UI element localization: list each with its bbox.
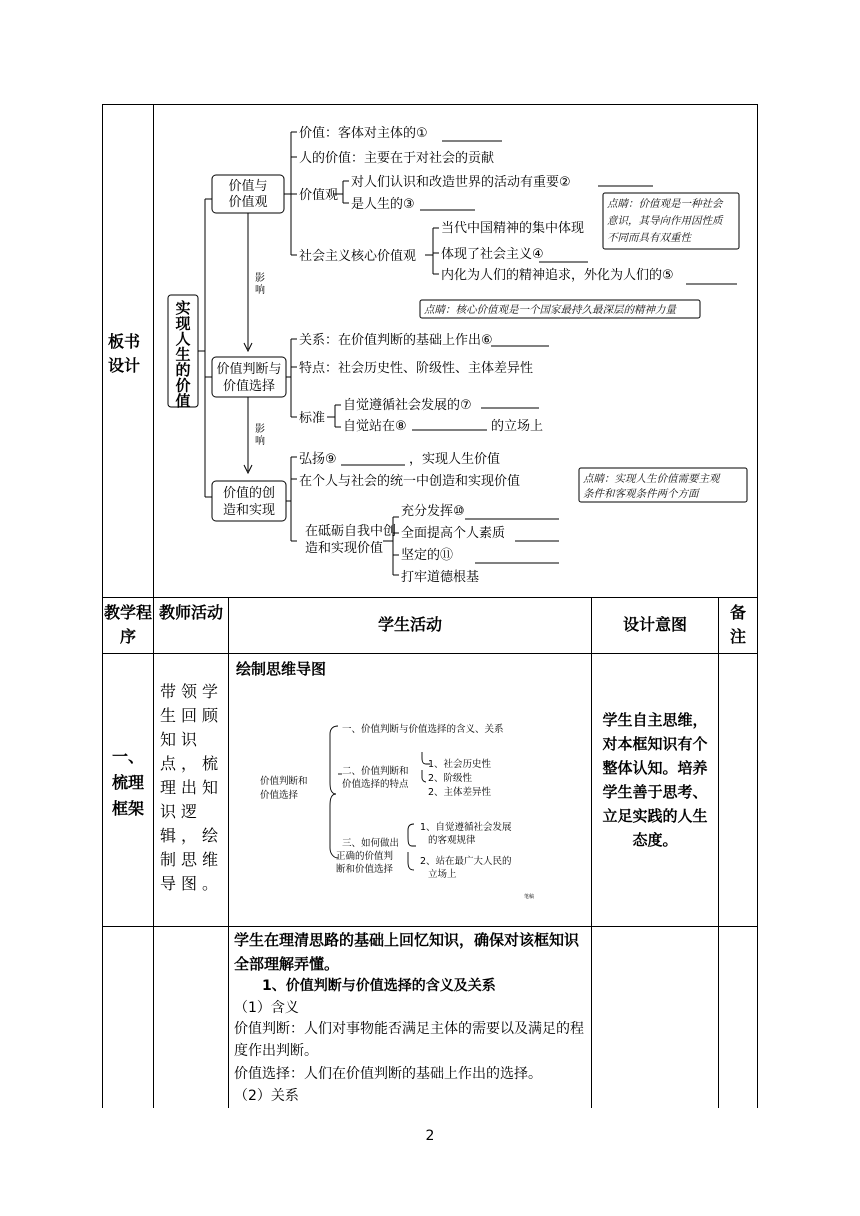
svg-text:人的价值：主要在于对社会的贡献: 人的价值：主要在于对社会的贡献	[299, 151, 495, 166]
svg-text:1、自觉遵循社会发展: 1、自觉遵循社会发展	[420, 822, 512, 833]
svg-text:1、社会历史性: 1、社会历史性	[428, 759, 492, 770]
svg-text:笔稿: 笔稿	[524, 894, 535, 900]
header-teacher: 教师活动	[158, 603, 223, 622]
svg-text:影: 影	[255, 424, 265, 435]
svg-text:人: 人	[175, 330, 191, 348]
svg-text:关系：在价值判断的基础上作出⑥: 关系：在价值判断的基础上作出⑥	[299, 333, 493, 348]
svg-text:价值的创: 价值的创	[222, 486, 276, 501]
svg-text:体现了社会主义④: 体现了社会主义④	[441, 247, 544, 262]
table-row-line	[102, 597, 758, 598]
header-notes: 备注	[729, 603, 746, 646]
row1-mindmap	[256, 712, 586, 912]
table-col-line	[153, 597, 154, 1108]
svg-text:价值选择的特点: 价值选择的特点	[342, 779, 409, 790]
header-intent: 设计意图	[622, 615, 687, 634]
row2-heading: 1、价值判断与价值选择的含义及关系	[262, 978, 496, 994]
svg-text:点睛：价值观是一种社会: 点睛：价值观是一种社会	[607, 198, 723, 210]
table-col-line	[591, 597, 592, 1108]
row1-teacher: 带领学生回顾知识点，梳理出知识逻辑，绘制思维导图。	[160, 682, 224, 893]
svg-text:坚定的⑪: 坚定的⑪	[401, 548, 454, 563]
svg-text:不同而具有双重性: 不同而具有双重性	[607, 232, 691, 244]
row1-title: 绘制思维导图	[236, 660, 327, 678]
table-col-line	[228, 597, 229, 1108]
svg-text:在个人与社会的统一中创造和实现价值: 在个人与社会的统一中创造和实现价值	[299, 474, 521, 489]
svg-text:造和实现: 造和实现	[222, 503, 276, 518]
svg-text:充分发挥⑩: 充分发挥⑩	[401, 504, 465, 519]
table-row-line	[102, 926, 758, 927]
board-mindmap	[155, 105, 755, 595]
svg-text:响: 响	[255, 436, 265, 447]
b1-value: 价值：客体对主体的①	[299, 126, 428, 141]
table-col-line	[718, 597, 719, 1108]
svg-text:价值选择: 价值选择	[260, 790, 299, 801]
svg-text:值: 值	[175, 392, 191, 410]
svg-text:的客观规律: 的客观规律	[428, 835, 476, 846]
svg-text:特点：社会历史性、阶级性、主体差异性: 特点：社会历史性、阶级性、主体差异性	[299, 361, 534, 376]
svg-text:价值选择: 价值选择	[222, 379, 276, 394]
svg-text:响: 响	[255, 285, 265, 296]
svg-text:内化为人们的精神追求，外化为人们的⑤: 内化为人们的精神追求，外化为人们的⑤	[441, 268, 674, 283]
svg-text:一、价值判断与价值选择的含义、关系: 一、价值判断与价值选择的含义、关系	[342, 724, 504, 735]
svg-text:自觉站在⑧: 自觉站在⑧	[343, 419, 407, 434]
svg-text:自觉遵循社会发展的⑦: 自觉遵循社会发展的⑦	[343, 398, 472, 413]
svg-text:影: 影	[255, 273, 265, 284]
svg-text:实: 实	[175, 299, 191, 317]
svg-text:当代中国精神的集中体现: 当代中国精神的集中体现	[441, 221, 585, 236]
svg-text:全面提高个人素质: 全面提高个人素质	[401, 526, 506, 541]
svg-text:在砥砺自我中创: 在砥砺自我中创	[305, 524, 397, 539]
board-label: 板书设计	[108, 332, 141, 375]
svg-text:价值判断与: 价值判断与	[216, 362, 282, 377]
svg-text:价值与: 价值与	[228, 179, 268, 194]
page-number: 2	[425, 1128, 435, 1144]
svg-text:标准: 标准	[299, 411, 326, 426]
svg-text:，实现人生价值: ，实现人生价值	[409, 452, 501, 467]
svg-text:的立场上: 的立场上	[491, 419, 544, 434]
svg-text:弘扬⑨: 弘扬⑨	[299, 452, 337, 467]
svg-text:2、主体差异性: 2、主体差异性	[428, 787, 492, 798]
svg-text:造和实现价值: 造和实现价值	[305, 541, 384, 556]
svg-text:生: 生	[175, 345, 191, 364]
svg-text:三、如何做出: 三、如何做出	[342, 838, 400, 849]
svg-text:对人们认识和改造世界的活动有重要②: 对人们认识和改造世界的活动有重要②	[351, 175, 571, 190]
svg-text:价值观: 价值观	[228, 195, 268, 210]
svg-text:点睛：核心价值观是一个国家最持久最深层的精神力量: 点睛：核心价值观是一个国家最持久最深层的精神力量	[424, 304, 676, 316]
row2-def1: 价值判断：人们对事物能否满足主体的需要以及满足的程度作出判断。	[234, 1021, 584, 1059]
header-step: 教学程序	[104, 603, 153, 646]
svg-text:断和价值选择: 断和价值选择	[336, 864, 394, 875]
root-label	[174, 299, 190, 410]
svg-text:是人生的③: 是人生的③	[351, 197, 415, 212]
table-border-left	[102, 104, 103, 1108]
svg-text:社会主义核心价值观: 社会主义核心价值观	[299, 249, 417, 264]
svg-text:意识，其导向作用因性质: 意识，其导向作用因性质	[607, 215, 723, 227]
svg-text:的: 的	[175, 361, 191, 379]
svg-text:二、价值判断和: 二、价值判断和	[342, 766, 409, 777]
table-border-right	[757, 104, 758, 1108]
svg-text:2、站在最广大人民的: 2、站在最广大人民的	[420, 856, 512, 867]
row2-sub2: （2）关系	[234, 1088, 299, 1104]
svg-text:现: 现	[175, 314, 191, 333]
svg-text:正确的价值判: 正确的价值判	[336, 851, 394, 862]
table-divider-board	[153, 104, 154, 597]
svg-text:价: 价	[175, 376, 191, 395]
row2-intro: 学生在理清思路的基础上回忆知识，确保对该框知识全部理解弄懂。	[234, 931, 580, 973]
svg-text:点睛：实现人生价值需要主观: 点睛：实现人生价值需要主观	[583, 473, 720, 485]
row1-intent: 学生自主思维，对本框知识有个整体认知。培养学生善于思考、立足实践的人生态度。	[602, 711, 708, 849]
header-student: 学生活动	[377, 615, 442, 634]
row2-sub1: （1）含义	[234, 1000, 299, 1016]
row1-step: 一、梳理框架	[111, 747, 144, 818]
svg-text:价值判断和: 价值判断和	[260, 776, 308, 787]
svg-text:2、阶级性: 2、阶级性	[428, 773, 473, 784]
svg-text:价值观: 价值观	[299, 188, 339, 203]
table-row-line	[102, 653, 758, 654]
row2-def2: 价值选择：人们在价值判断的基础上作出的选择。	[234, 1066, 542, 1082]
svg-text:打牢道德根基: 打牢道德根基	[401, 570, 480, 585]
svg-text:立场上: 立场上	[428, 869, 457, 880]
svg-text:条件和客观条件两个方面: 条件和客观条件两个方面	[583, 488, 699, 500]
